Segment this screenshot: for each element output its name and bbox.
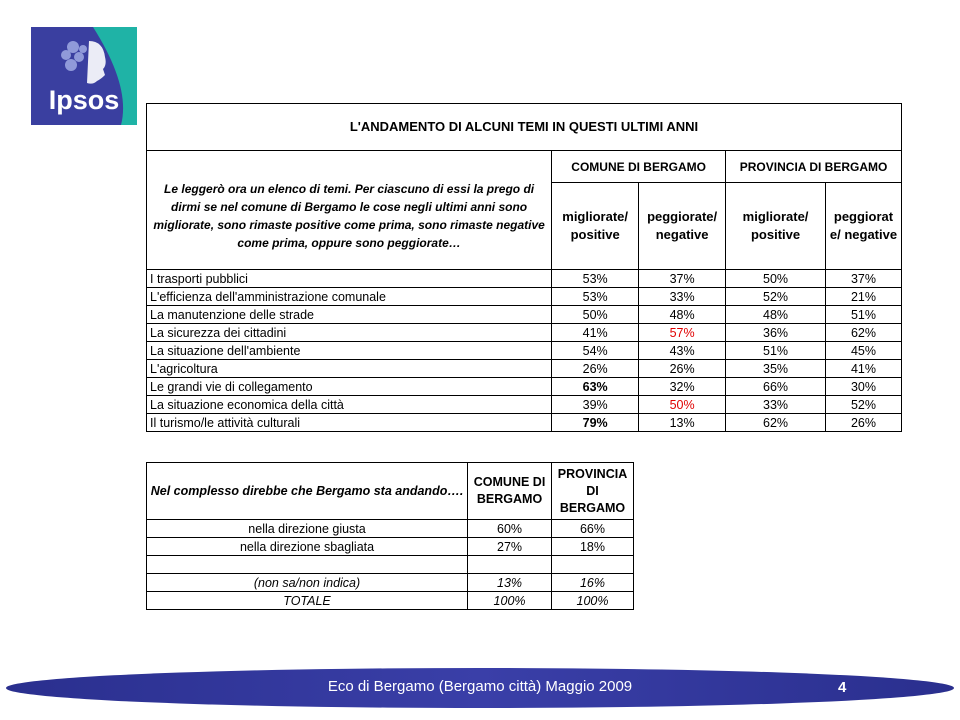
value-cell: 100% bbox=[552, 592, 634, 610]
row-label bbox=[147, 556, 468, 574]
value-cell: 66% bbox=[552, 520, 634, 538]
row-label: L'efficienza dell'amministrazione comunale bbox=[147, 288, 552, 306]
value-cell: 26% bbox=[552, 360, 639, 378]
table-row bbox=[147, 396, 902, 414]
value-cell: 33% bbox=[639, 288, 726, 306]
subheader-comune-migliorate: migliorate/ positive bbox=[552, 183, 639, 270]
value-cell: 18% bbox=[552, 538, 634, 556]
value-cell: 52% bbox=[826, 396, 902, 414]
subheader-comune-peggiorate: peggiorate/ negative bbox=[639, 183, 726, 270]
table-title: L'ANDAMENTO DI ALCUNI TEMI IN QUESTI ULTIMI ANNI bbox=[147, 104, 902, 151]
table-row bbox=[147, 414, 902, 432]
value-cell: 13% bbox=[468, 574, 552, 592]
value-cell: 16% bbox=[552, 574, 634, 592]
themes-trend-table bbox=[146, 103, 902, 432]
row-label: Le grandi vie di collegamento bbox=[147, 378, 552, 396]
table-row bbox=[147, 270, 902, 288]
value-cell-highlight: 57% bbox=[639, 324, 726, 342]
table-row bbox=[147, 538, 634, 556]
table-row bbox=[147, 288, 902, 306]
direction-table bbox=[146, 462, 634, 610]
row-label: La situazione dell'ambiente bbox=[147, 342, 552, 360]
table-row-empty bbox=[147, 556, 634, 574]
row-label: La situazione economica della città bbox=[147, 396, 552, 414]
table-row bbox=[147, 324, 902, 342]
table-row bbox=[147, 360, 902, 378]
value-cell: 50% bbox=[552, 306, 639, 324]
subheader-provincia-migliorate: migliorate/ positive bbox=[726, 183, 826, 270]
page-number[interactable]: 4 bbox=[838, 679, 847, 696]
value-cell: 43% bbox=[639, 342, 726, 360]
value-cell: 60% bbox=[468, 520, 552, 538]
value-cell: 50% bbox=[726, 270, 826, 288]
value-cell: 35% bbox=[726, 360, 826, 378]
value-cell: 41% bbox=[826, 360, 902, 378]
value-cell: 51% bbox=[826, 306, 902, 324]
table-row bbox=[147, 574, 634, 592]
value-cell: 48% bbox=[726, 306, 826, 324]
table-row bbox=[147, 520, 634, 538]
value-cell: 45% bbox=[826, 342, 902, 360]
value-cell: 39% bbox=[552, 396, 639, 414]
row-label: TOTALE bbox=[147, 592, 468, 610]
row-label: La manutenzione delle strade bbox=[147, 306, 552, 324]
value-cell bbox=[468, 556, 552, 574]
table-row bbox=[147, 306, 902, 324]
row-label: nella direzione sbagliata bbox=[147, 538, 468, 556]
value-cell: 33% bbox=[726, 396, 826, 414]
table-row bbox=[147, 378, 902, 396]
header-comune: COMUNE DI BERGAMO bbox=[552, 151, 726, 183]
value-cell-highlight: 50% bbox=[639, 396, 726, 414]
value-cell: 100% bbox=[468, 592, 552, 610]
value-cell: 62% bbox=[826, 324, 902, 342]
value-cell: 41% bbox=[552, 324, 639, 342]
value-cell: 30% bbox=[826, 378, 902, 396]
header-comune: COMUNE DI BERGAMO bbox=[468, 463, 552, 520]
row-label: L'agricoltura bbox=[147, 360, 552, 378]
table-row bbox=[147, 342, 902, 360]
row-label: (non sa/non indica) bbox=[147, 574, 468, 592]
ipsos-logo bbox=[31, 27, 137, 125]
value-cell-bold: 79% bbox=[552, 414, 639, 432]
value-cell: 21% bbox=[826, 288, 902, 306]
value-cell: 52% bbox=[726, 288, 826, 306]
value-cell-bold: 63% bbox=[552, 378, 639, 396]
value-cell: 37% bbox=[639, 270, 726, 288]
subheader-provincia-peggiorate: peggiorat e/ negative bbox=[826, 183, 902, 270]
value-cell: 66% bbox=[726, 378, 826, 396]
value-cell: 53% bbox=[552, 288, 639, 306]
row-label: Il turismo/le attività culturali bbox=[147, 414, 552, 432]
value-cell: 37% bbox=[826, 270, 902, 288]
value-cell: 62% bbox=[726, 414, 826, 432]
footer-caption: Eco di Bergamo (Bergamo città) Maggio 2009 bbox=[327, 678, 633, 695]
header-provincia: PROVINCIA DI BERGAMO bbox=[552, 463, 634, 520]
question-intro: Le leggerò ora un elenco di temi. Per ciascuno di essi la prego di dirmi se nel comune di Bergamo le cose negli ultimi anni sono migliorate, sono rimaste positive come prima, sono rimaste negative come prima, oppure sono peggiorate… bbox=[147, 151, 552, 270]
value-cell bbox=[552, 556, 634, 574]
value-cell: 27% bbox=[468, 538, 552, 556]
row-label: nella direzione giusta bbox=[147, 520, 468, 538]
header-provincia: PROVINCIA DI BERGAMO bbox=[726, 151, 902, 183]
direction-question: Nel complesso direbbe che Bergamo sta andando…. bbox=[147, 463, 468, 520]
value-cell: 26% bbox=[826, 414, 902, 432]
row-label: I trasporti pubblici bbox=[147, 270, 552, 288]
value-cell: 36% bbox=[726, 324, 826, 342]
row-label: La sicurezza dei cittadini bbox=[147, 324, 552, 342]
value-cell: 26% bbox=[639, 360, 726, 378]
value-cell: 54% bbox=[552, 342, 639, 360]
value-cell: 13% bbox=[639, 414, 726, 432]
value-cell: 53% bbox=[552, 270, 639, 288]
value-cell: 51% bbox=[726, 342, 826, 360]
table-row-total bbox=[147, 592, 634, 610]
value-cell: 32% bbox=[639, 378, 726, 396]
value-cell: 48% bbox=[639, 306, 726, 324]
svg-text:Ipsos: Ipsos bbox=[48, 85, 120, 115]
